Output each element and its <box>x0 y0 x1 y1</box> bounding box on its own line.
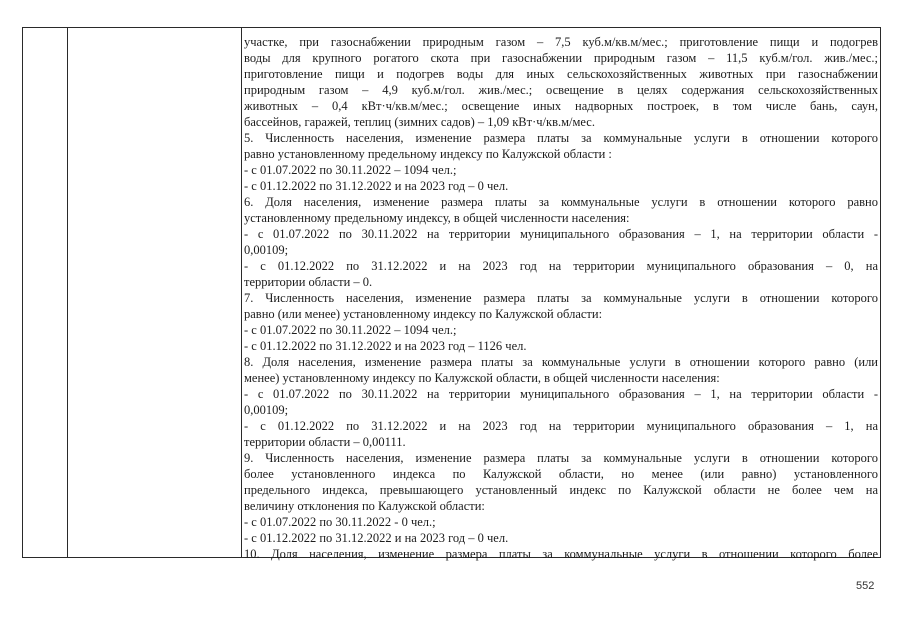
text-line: участке, при газоснабжении природным газом – 7,5 куб.м/кв.м/мес.; приготовление пищи и подогрев <box>244 35 878 49</box>
document-table <box>22 27 881 561</box>
text-line: 5. Численность населения, изменение размера платы за коммунальные услуги в отношении которого <box>244 131 878 145</box>
text-line: 8. Доля населения, изменение размера платы за коммунальные услуги в отношении которого равно (или <box>244 355 878 369</box>
text-line: животных – 0,4 кВт·ч/кв.м/мес.; освещение иных надворных построек, в том числе бань, саун, <box>244 99 878 113</box>
text-line: установленному предельному индексу, в общей численности населения: <box>244 211 630 225</box>
text-line: 7. Численность населения, изменение размера платы за коммунальные услуги в отношении которого <box>244 291 878 305</box>
text-line: - с 01.07.2022 по 30.11.2022 на территории муниципального образования – 1, на территории области - <box>244 227 878 241</box>
text-line: - с 01.12.2022 по 31.12.2022 и на 2023 год – 0 чел. <box>244 179 509 193</box>
text-line: 10. Доля населения, изменение размера платы за коммунальные услуги в отношении которого более <box>244 547 878 561</box>
text-line: 0,00109; <box>244 243 289 257</box>
text-line: - с 01.12.2022 по 31.12.2022 и на 2023 год – 0 чел. <box>244 531 509 545</box>
text-line: территории области – 0,00111. <box>244 435 406 449</box>
text-line: 6. Доля населения, изменение размера платы за коммунальные услуги в отношении которого равно <box>244 195 878 209</box>
text-line: 0,00109; <box>244 403 289 417</box>
text-line: - с 01.07.2022 по 30.11.2022 – 1094 чел.; <box>244 323 457 337</box>
text-line: природным газом – 4,9 куб.м/гол. жив./мес.; освещение в целях содержания сельскохозяйственных <box>244 83 878 97</box>
text-line: 9. Численность населения, изменение размера платы за коммунальные услуги в отношении которого <box>244 451 878 465</box>
table-content-cell <box>244 34 878 562</box>
text-line: менее) установленному индексу по Калужской области, в общей численности населения: <box>244 371 720 385</box>
text-line: равно (или менее) установленному индексу по Калужской области: <box>244 307 603 321</box>
text-line: - с 01.07.2022 по 30.11.2022 - 0 чел.; <box>244 515 436 529</box>
text-line: приготовление пищи и подогрев воды для иных сельскохозяйственных животных при газоснабжении <box>244 67 878 81</box>
page-number: 552 <box>856 580 875 592</box>
text-line: бассейнов, гаражей, теплиц (зимних садов) – 1,09 кВт·ч/кв.м/мес. <box>244 115 595 129</box>
text-line: более установленного индекса по Калужской области, но менее (или равно) установленного <box>244 467 878 481</box>
column-divider <box>67 28 68 557</box>
text-line: равно установленному предельному индексу по Калужской области : <box>244 147 612 161</box>
text-line: величину отклонения по Калужской области: <box>244 499 485 513</box>
text-line: - с 01.07.2022 по 30.11.2022 – 1094 чел.; <box>244 163 457 177</box>
text-line: - с 01.12.2022 по 31.12.2022 и на 2023 год – 1126 чел. <box>244 339 527 353</box>
text-line: воды для крупного рогатого скота при газоснабжении природным газом – 11,5 куб.м/гол. жив./мес.; <box>244 51 878 65</box>
text-line: предельного индекса, превышающего установленный индекс по Калужской области не более чем на <box>244 483 878 497</box>
text-line: - с 01.07.2022 по 30.11.2022 на территории муниципального образования – 1, на территории области - <box>244 387 878 401</box>
column-divider <box>241 28 242 557</box>
text-line: территории области – 0. <box>244 275 373 289</box>
text-line: - с 01.12.2022 по 31.12.2022 и на 2023 год на территории муниципального образования – 1, на <box>244 419 878 433</box>
text-line: - с 01.12.2022 по 31.12.2022 и на 2023 год на территории муниципального образования – 0, на <box>244 259 878 273</box>
